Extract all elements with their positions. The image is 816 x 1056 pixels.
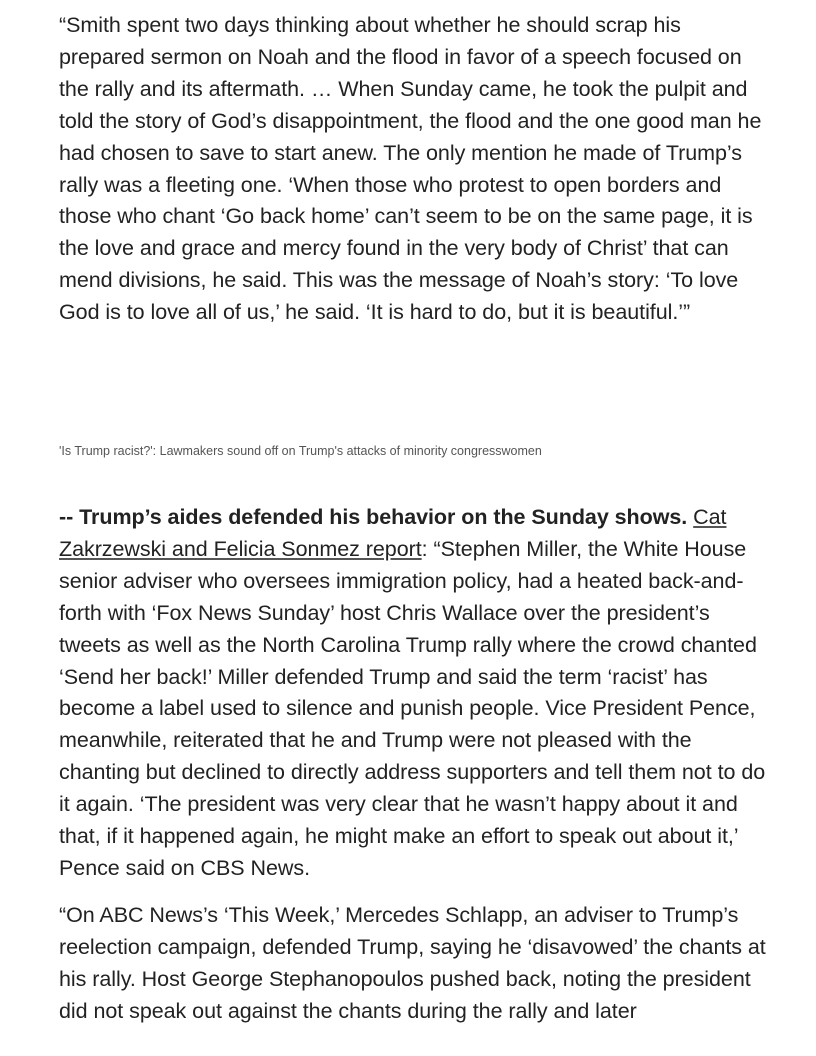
continuation-paragraph: “On ABC News’s ‘This Week,’ Mercedes Schlapp, an adviser to Trump’s reelection campaign, defended Trump, saying he ‘disavowed’ the chants at his rally. Host George Stephanopoulos pushed back, noting the president did not speak out against the chants during the rally and later <box>59 903 766 1023</box>
section-bold-lead: -- Trump’s aides defended his behavior on the Sunday shows. <box>59 505 688 529</box>
sunday-shows-paragraph <box>59 502 771 885</box>
reporters-link[interactable]: Cat Zakrzewski and Felicia Sonmez report <box>59 505 727 561</box>
video-caption: 'Is Trump racist?': Lawmakers sound off on Trump's attacks of minority congresswomen <box>59 444 542 458</box>
section-body-text: : “Stephen Miller, the White House senior adviser who oversees immigration policy, had a heated back-and-forth with ‘Fox News Sunday’ host Chris Wallace over the president’s tweets as well as the North Carolina Trump rally where the crowd chanted ‘Send her back!’ Miller defended Trump and said the term ‘racist’ has become a label used to silence and punish people. Vice President Pence, meanwhile, reiterated that he and Trump were not pleased with the chanting but declined to directly address supporters and tell them not to do it again. ‘The president was very clear that he wasn’t happy about it and that, if it happened again, he might make an effort to speak out about it,’ Pence said on CBS News. <box>59 536 766 880</box>
quote-paragraph: “Smith spent two days thinking about whether he should scrap his prepared sermon on Noah and the flood in favor of a speech focused on the rally and its aftermath. … When Sunday came, he took the pulpit and told the story of God’s disappointment, the flood and the one good man he had chosen to save to start anew. The only mention he made of Trump’s rally was a fleeting one. ‘When those who protest to open borders and those who chant ‘Go back home’ can’t seem to be on the same page, it is the love and grace and mercy found in the very body of Christ’ that can mend divisions, he said. This was the message of Noah’s story: ‘To love God is to love all of us,’ he said. ‘It is hard to do, but it is beautiful.’” <box>59 13 762 325</box>
